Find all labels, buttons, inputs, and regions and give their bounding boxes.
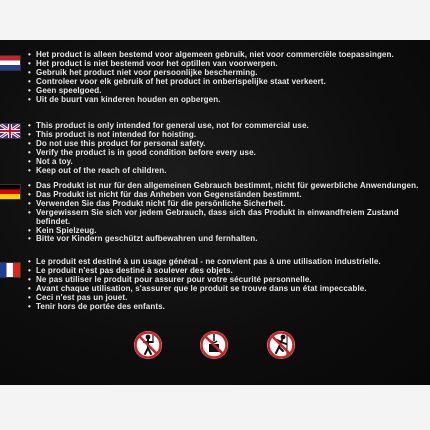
list-item: • Not a toy. (28, 156, 73, 166)
list-item: • Uit de buurt van kinderen houden en opbergen. (28, 94, 221, 104)
list-item: • Verwenden Sie das Produkt nicht für die persönliche Sicherheit. (28, 198, 286, 208)
warning-list-de (28, 182, 430, 244)
list-item: • Geen speelgoed. (28, 85, 102, 95)
no-climbing-icon (266, 330, 296, 360)
list-item: • Tenir hors de portée des enfants. (28, 301, 165, 311)
united-kingdom-flag-icon (0, 124, 20, 138)
list-item: • Do not use this product for personal safety. (28, 138, 206, 148)
list-item: • Avant chaque utilisation, s'assurer que le produit se trouve dans un état impeccable. (28, 283, 367, 293)
warning-list-en (28, 122, 430, 175)
list-item: • This product is not intended for hoisting. (28, 129, 197, 139)
list-item: • Das Produkt ist nicht für das Anheben von Gegenständen bestimmt. (28, 189, 302, 199)
list-item: • Keep out of the reach of children. (28, 165, 167, 175)
list-item: • Kein Spielzeug. (28, 225, 97, 235)
list-item: • Le produit est destiné à un usage général - ne convient pas à une utilisation industrielle. (28, 257, 381, 266)
list-item: • Ne pas utiliser le produit pour assurer pour votre sécurité personnelle. (28, 274, 312, 284)
no-hoisting-icon (199, 330, 229, 360)
warning-label-sheet (0, 40, 430, 385)
netherlands-flag-icon (0, 56, 20, 70)
list-item: • Verify the product is in good condition before every use. (28, 147, 256, 157)
germany-flag-icon (0, 185, 20, 199)
list-item: • Das Produkt ist nur für den allgemeinen Gebrauch bestimmt, nicht für gewerbliche Anwendungen. (28, 181, 419, 190)
list-item: • Het product is niet bestemd voor het optillen van voorwerpen. (28, 58, 278, 68)
list-item: • Ceci n'est pas un jouet. (28, 292, 128, 302)
france-flag-icon (0, 263, 20, 277)
list-item: • Bitte vor Kindern geschützt aufbewahren und fernhalten. (28, 234, 258, 244)
no-personal-protection-icon (133, 330, 163, 360)
warning-list-nl (28, 51, 430, 104)
list-item: • Het product is alleen bestemd voor algemeen gebruik, niet voor commerciële toepassingen. (28, 50, 394, 59)
list-item: • Le produit n'est pas destiné à soulever des objets. (28, 265, 233, 275)
warning-list-fr (28, 258, 430, 311)
list-item: • Controleer voor elk gebruik of het product in onberispelijke staat verkeert. (28, 76, 326, 86)
list-item: • This product is only intended for general use, not for commercial use. (28, 121, 309, 130)
list-item: • Gebruik het product niet voor persoonlijke bescherming. (28, 67, 258, 77)
prohibition-pictograms (0, 330, 430, 366)
list-item: • Vergewissern Sie sich vor jedem Gebrauch, dass sich das Produkt in einwandfreiem Zustand befindet. (28, 207, 399, 226)
